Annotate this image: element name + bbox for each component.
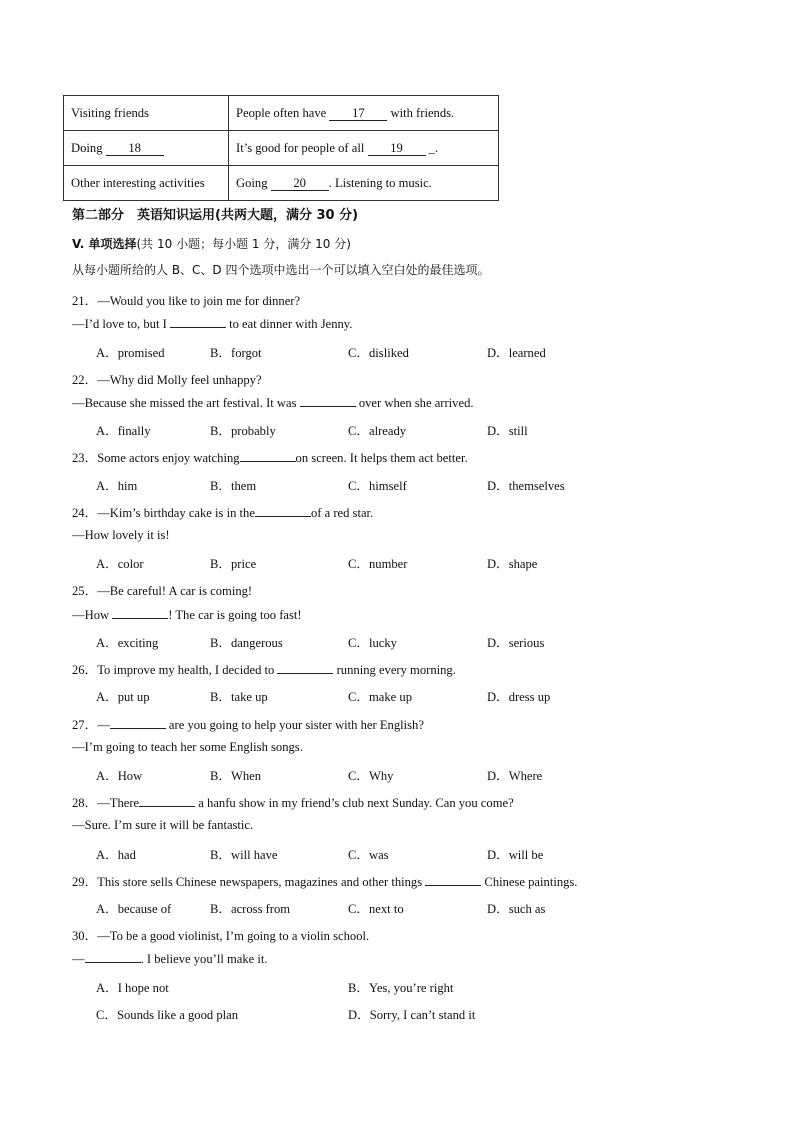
option-d: D．dress up <box>487 690 551 704</box>
answer-blank <box>139 795 195 807</box>
question-30-reply <box>72 951 268 967</box>
option-c: C．make up <box>348 690 413 704</box>
question-24-stem <box>72 502 373 521</box>
option-a: A．because of <box>96 902 172 916</box>
question-23-stem <box>72 447 468 466</box>
option-d: D．serious <box>487 636 545 650</box>
option-a: A．him <box>96 479 138 493</box>
table-cell <box>229 96 499 131</box>
text: . I believe you’ll make it. <box>140 952 268 966</box>
text: are you going to help your sister with her English? <box>165 718 424 732</box>
text: 29．This store sells Chinese newspapers, magazines and other things <box>72 875 426 889</box>
answer-blank <box>255 505 311 517</box>
option-c: C．number <box>348 557 408 571</box>
question-30-stem: 30．—To be a good violinist, I’m going to a violin school. <box>72 929 370 943</box>
answer-blank <box>425 874 481 886</box>
question-26-stem <box>72 659 456 678</box>
text: over when she arrived. <box>355 396 474 410</box>
text: ! The car is going too fast! <box>168 608 302 622</box>
option-b: B．take up <box>210 690 268 704</box>
subsection-heading <box>72 235 351 252</box>
option-c: C．next to <box>348 902 404 916</box>
blank-number: 18 <box>106 142 164 156</box>
cell-text: It’s good for people of all <box>236 140 368 155</box>
question-25-reply <box>72 607 302 623</box>
text: —Because she missed the art festival. It was <box>72 396 300 410</box>
option-a: A．put up <box>96 690 150 704</box>
option-d: D．Where <box>487 769 543 783</box>
answer-blank <box>277 662 333 674</box>
table-row <box>64 166 499 201</box>
answer-blank <box>112 607 168 619</box>
option-d: D．shape <box>487 557 538 571</box>
option-b: B．When <box>210 769 262 783</box>
cell-text: Going <box>236 175 271 190</box>
option-a: A．color <box>96 557 144 571</box>
cell-text: _. <box>425 140 439 155</box>
table-cell <box>64 96 229 131</box>
table-row <box>64 131 499 166</box>
option-c: C．Sounds like a good plan <box>96 1008 239 1022</box>
option-d: D．Sorry, I can’t stand it <box>348 1008 476 1022</box>
option-c: C．disliked <box>348 346 409 360</box>
option-d: D．themselves <box>487 479 565 493</box>
subsection-title: V. 单项选择 <box>72 237 137 251</box>
text: 26．To improve my health, I decided to <box>72 663 278 677</box>
text: of a red star. <box>310 506 374 520</box>
answer-blank <box>300 395 356 407</box>
question-22-reply <box>72 395 474 411</box>
instruction-text: 从每小题所给的人 B、C、D 四个选项中选出一个可以填入空白处的最佳选项。 <box>72 263 490 277</box>
option-d: D．learned <box>487 346 546 360</box>
text: running every morning. <box>333 663 456 677</box>
text: on screen. It helps them act better. <box>295 451 468 465</box>
text: 24．—Kim’s birthday cake is in the <box>72 506 255 520</box>
option-a: A．exciting <box>96 636 159 650</box>
blank-number: 19 <box>368 142 426 156</box>
text: Chinese paintings. <box>481 875 578 889</box>
answer-blank <box>170 316 226 328</box>
text: 27．— <box>72 718 110 732</box>
cell-text: with friends. <box>387 105 455 120</box>
table-cell <box>64 166 229 201</box>
question-21-reply <box>72 316 352 332</box>
table-cell <box>229 131 499 166</box>
option-b: B．dangerous <box>210 636 283 650</box>
option-a: A．I hope not <box>96 981 169 995</box>
option-b: B．across from <box>210 902 291 916</box>
option-c: C．Why <box>348 769 394 783</box>
option-c: C．himself <box>348 479 407 493</box>
text: 23．Some actors enjoy watching <box>72 451 240 465</box>
question-21-stem: 21．—Would you like to join me for dinner? <box>72 294 301 308</box>
question-29-stem <box>72 871 577 890</box>
text: — <box>72 952 85 966</box>
text: —How <box>72 608 113 622</box>
option-d: D．still <box>487 424 528 438</box>
question-27-stem <box>72 714 424 733</box>
text: to eat dinner with Jenny. <box>225 317 353 331</box>
row-label: Doing <box>71 140 106 155</box>
text: —I’d love to, but I <box>72 317 170 331</box>
option-a: A．How <box>96 769 143 783</box>
question-25-stem: 25．—Be careful! A car is coming! <box>72 584 253 598</box>
option-d: D．such as <box>487 902 546 916</box>
option-a: A．finally <box>96 424 151 438</box>
option-a: A．promised <box>96 346 165 360</box>
option-b: B．forgot <box>210 346 262 360</box>
option-b: B．probably <box>210 424 276 438</box>
option-c: C．was <box>348 848 389 862</box>
question-27-reply: —I’m going to teach her some English songs. <box>72 740 303 754</box>
answer-blank <box>240 450 296 462</box>
table-row <box>64 96 499 131</box>
section-title: 第二部分 英语知识运用(共两大题，满分 30 分) <box>72 208 359 223</box>
blank-number: 17 <box>329 107 387 121</box>
info-table <box>63 95 499 201</box>
text: 28．—There <box>72 796 140 810</box>
option-c: C．already <box>348 424 407 438</box>
option-b: B．them <box>210 479 257 493</box>
option-a: A．had <box>96 848 136 862</box>
subsection-detail: (共 10 小题；每小题 1 分，满分 10 分) <box>136 237 351 251</box>
question-24-reply: —How lovely it is! <box>72 528 170 542</box>
option-b: B．price <box>210 557 257 571</box>
question-28-reply: —Sure. I’m sure it will be fantastic. <box>72 818 254 832</box>
blank-number: 20 <box>271 177 329 191</box>
option-c: C．lucky <box>348 636 397 650</box>
answer-blank <box>85 951 141 963</box>
option-d: D．will be <box>487 848 544 862</box>
question-22-stem: 22．—Why did Molly feel unhappy? <box>72 373 262 387</box>
row-label: Visiting friends <box>71 105 149 120</box>
question-28-stem <box>72 792 514 811</box>
cell-text: . Listening to music. <box>328 175 432 190</box>
cell-text: People often have <box>236 105 330 120</box>
option-b: B．Yes, you’re right <box>348 981 454 995</box>
row-label: Other interesting activities <box>71 175 205 190</box>
option-b: B．will have <box>210 848 278 862</box>
text: a hanfu show in my friend’s club next Sunday. Can you come? <box>195 796 514 810</box>
table-cell <box>64 131 229 166</box>
answer-blank <box>110 717 166 729</box>
table-cell <box>229 166 499 201</box>
